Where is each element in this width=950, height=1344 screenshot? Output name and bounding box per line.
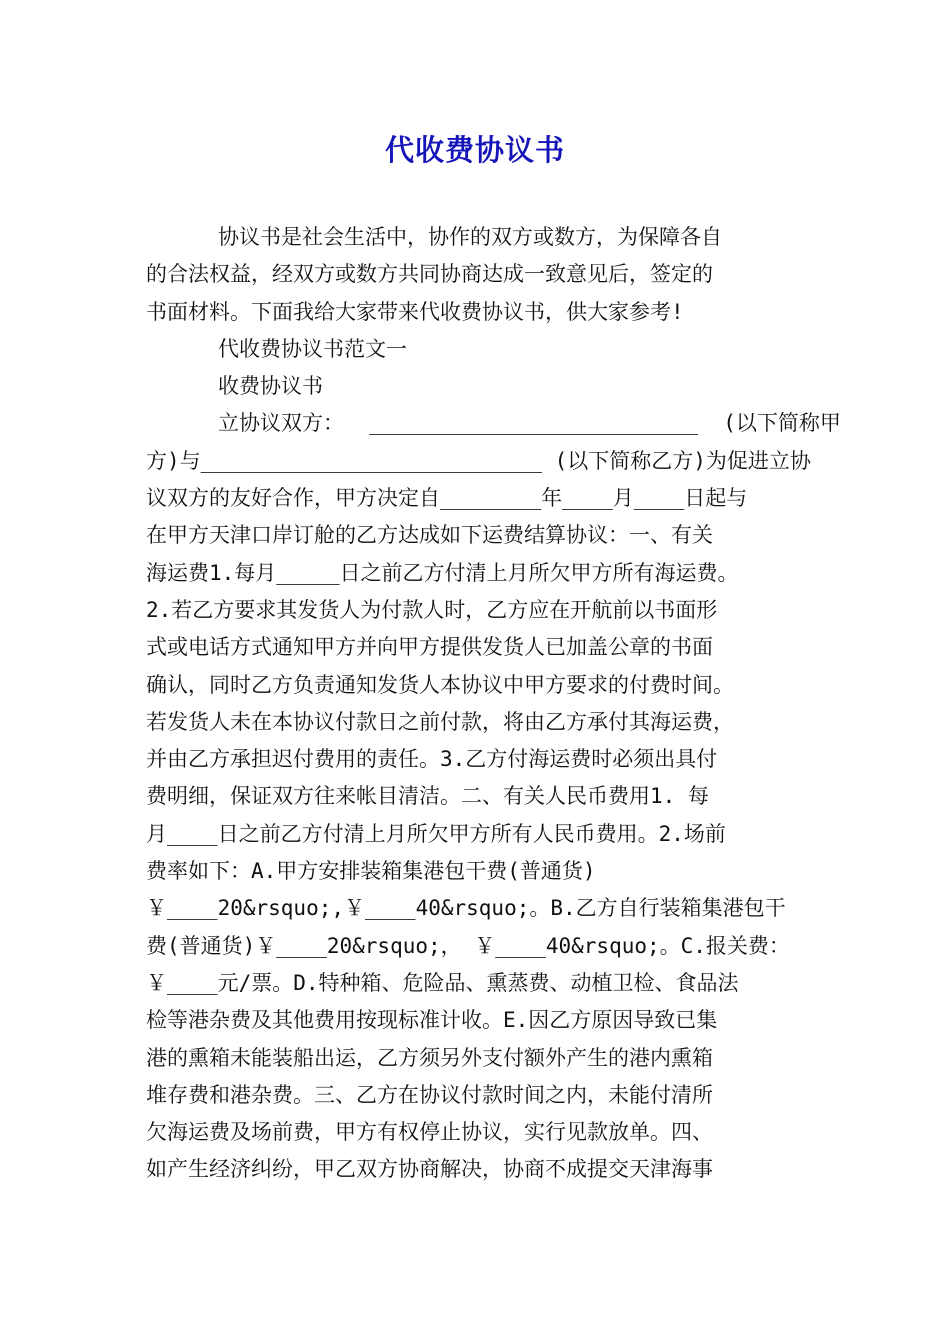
section-heading: 代收费协议书范文一	[218, 336, 407, 361]
paragraph-line: 立协议双方： __________________________ (以下简称甲	[218, 411, 841, 436]
paragraph-line: 2.若乙方要求其发货人为付款人时，乙方应在开航前以书面形	[146, 597, 718, 622]
paragraph-line: 确认，同时乙方负责通知发货人本协议中甲方要求的付费时间。	[146, 672, 734, 697]
paragraph-line: 方)与___________________________ (以下简称乙方)为促进立协	[146, 448, 811, 473]
paragraph-line: 议双方的友好合作，甲方决定自________年____月____日起与	[146, 486, 748, 511]
paragraph-line: 港的熏箱未能装船出运，乙方须另外支付额外产生的港内熏箱	[146, 1045, 713, 1070]
agreement-heading: 收费协议书	[218, 374, 323, 399]
paragraph-line: 月____日之前乙方付清上月所欠甲方所有人民币费用。2.场前	[146, 821, 726, 846]
paragraph-line: 欠海运费及场前费，甲方有权停止协议，实行见款放单。四、	[146, 1120, 713, 1145]
paragraph-line: 堆存费和港杂费。三、乙方在协议付款时间之内，未能付清所	[146, 1082, 713, 1107]
paragraph-line: ￥____20&rsquo;,￥____40&rsquo;。B.乙方自行装箱集港包干	[146, 896, 786, 921]
paragraph-line: 检等港杂费及其他费用按现标准计收。E.因乙方原因导致已集	[146, 1008, 718, 1033]
paragraph-line: 费率如下：A.甲方安排装箱集港包干费(普通货)	[146, 859, 596, 884]
document-body	[146, 219, 841, 1189]
paragraph-line: 海运费1.每月_____日之前乙方付清上月所欠甲方所有海运费。	[146, 560, 739, 585]
paragraph-line: 费(普通货)￥____20&rsquo;， ￥____40&rsquo;。C.报关费：	[146, 933, 790, 958]
paragraph-line: 书面材料。下面我给大家带来代收费协议书，供大家参考!	[146, 299, 684, 324]
paragraph-line: 费明细，保证双方往来帐目清洁。二、有关人民币费用1. 每	[146, 784, 709, 809]
paragraph-line: 在甲方天津口岸订舱的乙方达成如下运费结算协议：一、有关	[146, 523, 713, 548]
paragraph-line: 的合法权益，经双方或数方共同协商达成一致意见后，签定的	[146, 262, 713, 287]
paragraph-line: 若发货人未在本协议付款日之前付款，将由乙方承付其海运费，	[146, 709, 734, 734]
paragraph-line: ￥____元/票。D.特种箱、危险品、熏蒸费、动植卫检、食品法	[146, 970, 739, 995]
paragraph-line: 并由乙方承担迟付费用的责任。3.乙方付海运费时必须出具付	[146, 747, 718, 772]
paragraph-line: 如产生经济纠纷，甲乙双方协商解决，协商不成提交天津海事	[146, 1157, 713, 1182]
page-title: 代收费协议书	[384, 133, 565, 167]
paragraph-line: 式或电话方式通知甲方并向甲方提供发货人已加盖公章的书面	[146, 635, 713, 660]
paragraph-line: 协议书是社会生活中，协作的双方或数方，为保障各自	[218, 225, 722, 249]
